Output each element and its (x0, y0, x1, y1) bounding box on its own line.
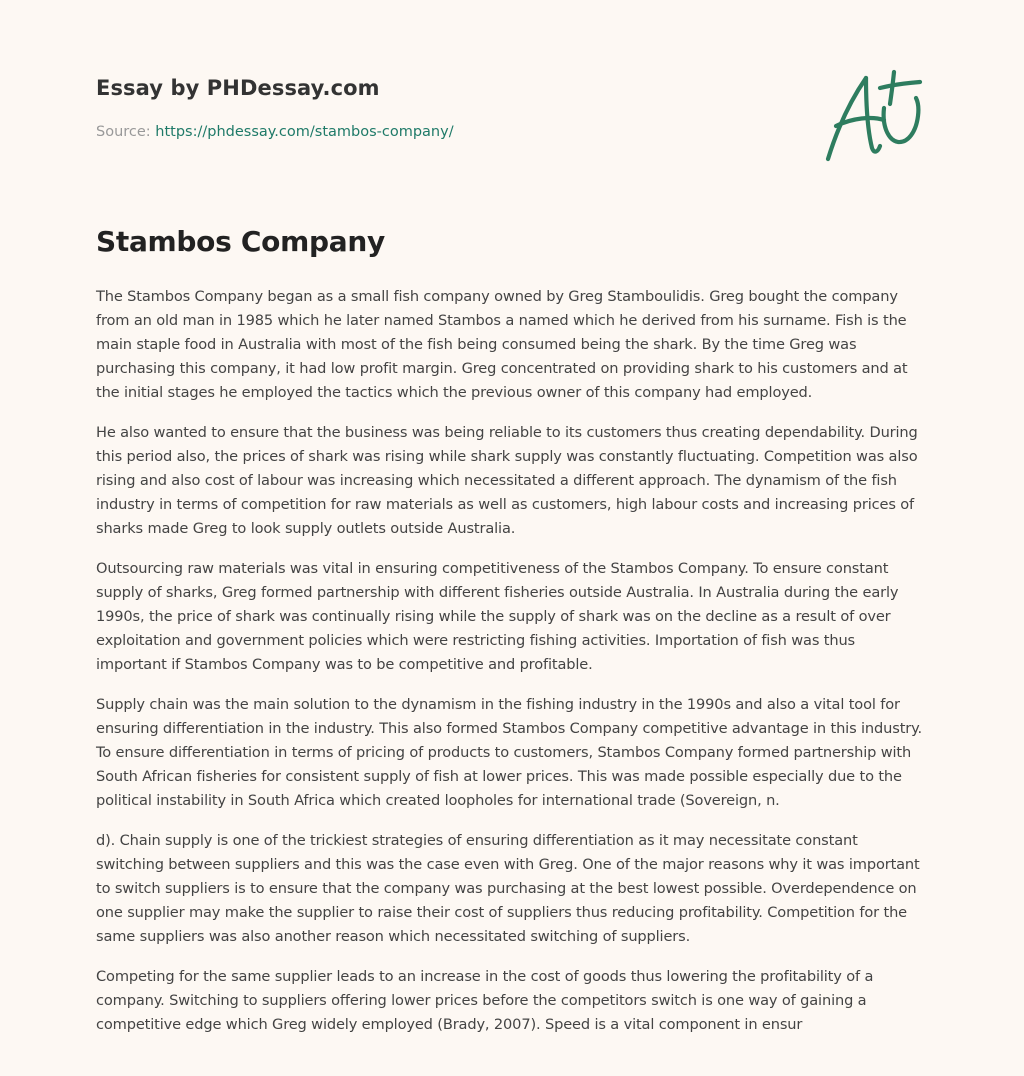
essay-paragraph: Supply chain was the main solution to the dynamism in the fishing industry in the 1990s and also a vital tool for ensuring differentiation in the industry. This also formed Stambos Company competitive advantage in this industry. To ensure differentiation in terms of pricing of products to customers, Stambos Company formed partnership with South African fisheries for consistent supply of fish at lower prices. This was made possible especially due to the political instability in South Africa which created loopholes for international trade (Sovereign, n. (96, 696, 923, 809)
site-title: Essay by PHDessay.com (96, 76, 380, 100)
essay-paragraph: He also wanted to ensure that the business was being reliable to its customers thus creating dependability. During this period also, the prices of shark was rising while shark supply was constantly fluctuating. Competition was also rising and also cost of labour was increasing which necessitated a different approach. The dynamism of the fish industry in terms of competition for raw materials as well as customers, high labour costs and increasing prices of sharks made Greg to look supply outlets outside Australia. (96, 424, 918, 537)
essay-paragraph: Competing for the same supplier leads to an increase in the cost of goods thus lowering the profitability of a company. Switching to suppliers offering lower prices before the competitors switch is one way of gaining a competitive edge which Greg widely employed (Brady, 2007). Speed is a vital component in ensur (96, 968, 874, 1033)
header (96, 74, 928, 174)
a-plus-logo-icon (822, 68, 930, 164)
source-line (96, 124, 454, 140)
source-link[interactable]: https://phdessay.com/stambos-company/ (155, 124, 454, 140)
essay-title: Stambos Company (96, 225, 385, 258)
essay-paragraph: Outsourcing raw materials was vital in ensuring competitiveness of the Stambos Company. To ensure constant supply of sharks, Greg formed partnership with different fisheries outside Australia. In Australia during the early 1990s, the price of shark was continually rising while the supply of shark was on the decline as a result of over exploitation and government policies which were restricting fishing activities. Importation of fish was thus important if Stambos Company was to be competitive and profitable. (96, 560, 899, 673)
essay-body (96, 285, 928, 1053)
essay-paragraph: The Stambos Company began as a small fish company owned by Greg Stamboulidis. Greg bought the company from an old man in 1985 which he later named Stambos a named which he derived from his surname. Fish is the main staple food in Australia with most of the fish being consumed being the shark. By the time Greg was purchasing this company, it had low profit margin. Greg concentrated on providing shark to his customers and at the initial stages he employed the tactics which the previous owner of this company had employed. (96, 288, 908, 401)
a-plus-logo (822, 68, 930, 164)
source-label: Source: (96, 124, 151, 140)
essay-paragraph: d). Chain supply is one of the trickiest strategies of ensuring differentiation as it may necessitate constant switching between suppliers and this was the case even with Greg. One of the major reasons why it was important to switch suppliers is to ensure that the company was purchasing at the best lowest possible. Overdependence on one supplier may make the supplier to raise their cost of suppliers thus reducing profitability. Competition for the same suppliers was also another reason which necessitated switching of suppliers. (96, 832, 920, 945)
